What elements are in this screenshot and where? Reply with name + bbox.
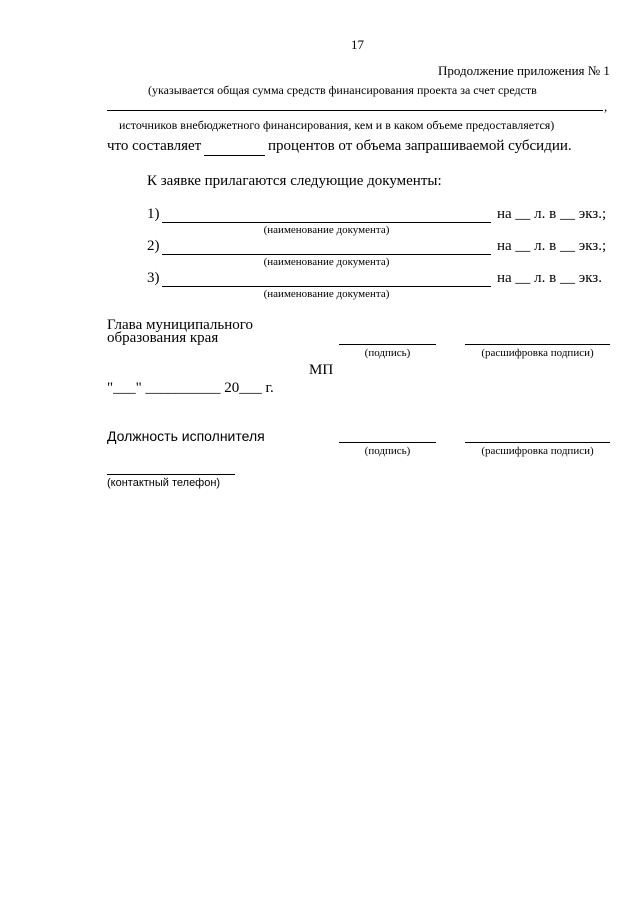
executor-signature-caption: (подпись) bbox=[364, 445, 411, 457]
funding-sum-blank bbox=[107, 110, 603, 111]
head-title-line-1: Глава муниципального bbox=[107, 317, 254, 333]
executor-decoding-blank bbox=[465, 442, 610, 443]
seal-placeholder: МП bbox=[309, 362, 334, 378]
document-name-blank bbox=[162, 254, 491, 255]
date-line: "___" __________ 20___ г. bbox=[107, 380, 274, 396]
percent-blank bbox=[204, 155, 265, 156]
document-name-blank bbox=[162, 222, 491, 223]
head-signature-caption: (подпись) bbox=[364, 347, 411, 359]
document-pages-copies: на __ л. в __ экз.; bbox=[497, 206, 607, 222]
document-number: 2) bbox=[147, 238, 160, 254]
document-pages-copies: на __ л. в __ экз. bbox=[497, 270, 602, 286]
contact-phone-caption: (контактный телефон) bbox=[107, 477, 221, 489]
continuation-label: Продолжение приложения № 1 bbox=[438, 63, 610, 78]
document-pages-copies: на __ л. в __ экз.; bbox=[497, 238, 607, 254]
head-title-line-2: образования края bbox=[107, 330, 219, 346]
funding-note-line-1: (указывается общая сумма средств финансирования проекта за счет средств bbox=[148, 83, 537, 97]
document-caption: (наименование документа) bbox=[263, 224, 390, 236]
page-number: 17 bbox=[351, 37, 364, 52]
head-decoding-blank bbox=[465, 344, 610, 345]
executor-title: Должность исполнителя bbox=[107, 428, 265, 444]
document-number: 3) bbox=[147, 270, 160, 286]
document-caption: (наименование документа) bbox=[263, 288, 390, 300]
funding-note-line-2: источников внебюджетного финансирования, кем и в каком объеме предоставляется) bbox=[119, 118, 555, 132]
executor-decoding-caption: (расшифровка подписи) bbox=[481, 445, 594, 457]
attachments-heading: К заявке прилагаются следующие документы: bbox=[147, 173, 442, 189]
head-decoding-caption: (расшифровка подписи) bbox=[481, 347, 594, 359]
document-caption: (наименование документа) bbox=[263, 256, 390, 268]
funding-comma: , bbox=[604, 99, 608, 114]
document-number: 1) bbox=[147, 206, 160, 222]
document-name-blank bbox=[162, 286, 491, 287]
contact-phone-blank bbox=[107, 474, 235, 475]
percent-prefix: что составляет bbox=[107, 138, 202, 154]
percent-suffix: процентов от объема запрашиваемой субсидии. bbox=[268, 138, 572, 154]
executor-signature-blank bbox=[339, 442, 436, 443]
head-signature-blank bbox=[339, 344, 436, 345]
